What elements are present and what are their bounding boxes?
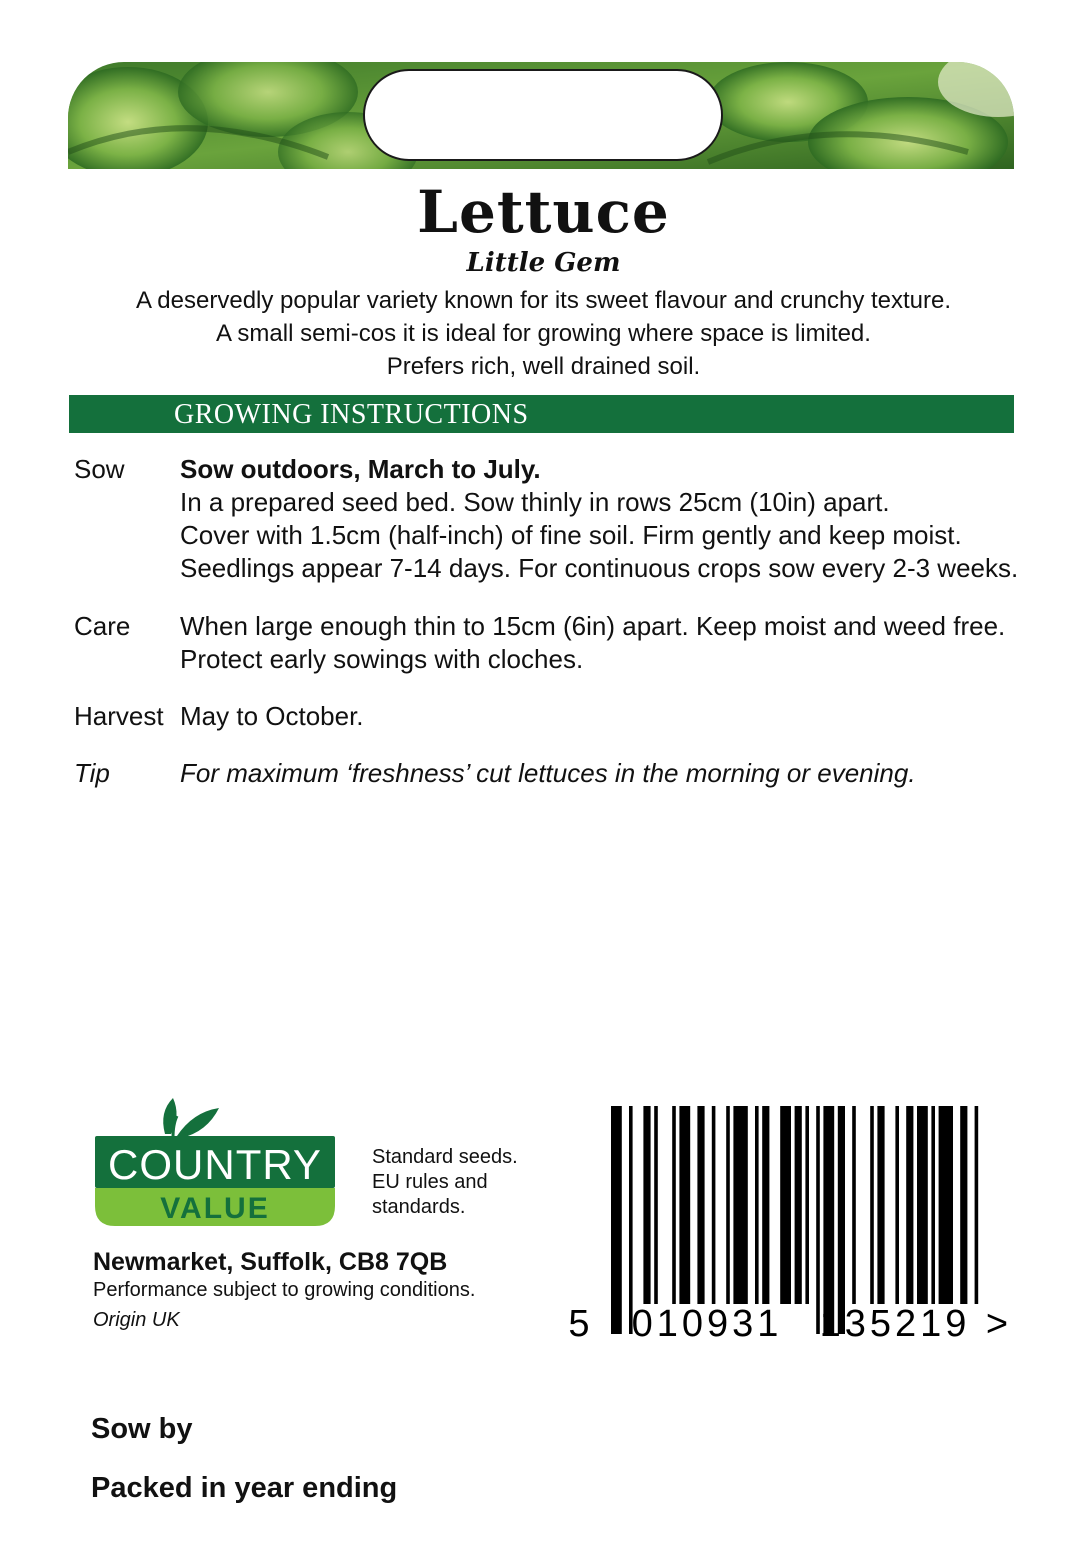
growing-instructions-header [69,395,1014,433]
leaf-icon [177,1108,219,1138]
care-line: When large enough thin to 15cm (6in) apart. Keep moist and weed free. [180,611,1006,641]
barcode-bar [611,1106,622,1334]
barcode-bar [960,1106,967,1304]
barcode-bar [895,1106,899,1304]
sow-line: In a prepared seed bed. Sow thinly in rows 25cm (10in) apart. [180,487,890,517]
barcode-bar [697,1106,704,1304]
product-variety: Little Gem [466,248,621,278]
logo-country-text: COUNTRY [108,1141,322,1188]
care-text [180,610,1005,676]
sow-label: Sow [74,454,125,484]
barcode-first-digit: 5 [568,1303,590,1345]
care-line: Protect early sowings with cloches. [180,644,584,674]
barcode-bar [795,1106,802,1304]
standards-note [372,1145,518,1220]
hang-hole [364,70,722,160]
barcode [565,1106,1010,1346]
harvest-text: May to October. [180,701,364,731]
barcode-bar [852,1106,856,1304]
performance-note: Performance subject to growing conditions. [93,1279,476,1301]
description-line: Prefers rich, well drained soil. [386,353,701,380]
care-label: Care [74,611,131,641]
tip-text: For maximum ‘freshness’ cut lettuces in the morning or evening. [180,758,916,788]
barcode-bar [629,1106,633,1334]
barcode-bar [816,1106,820,1334]
description-line: A deservedly popular variety known for its sweet flavour and crunchy texture. [135,287,952,314]
barcode-bar [975,1106,979,1304]
barcode-bar [805,1106,809,1304]
barcode-bar [712,1106,716,1304]
description-line: A small semi-cos it is ideal for growing where space is limited. [216,320,871,347]
barcode-bar [780,1106,791,1304]
section-title: GROWING INSTRUCTIONS [174,399,529,430]
barcode-bar [762,1106,769,1304]
barcode-bar [870,1106,874,1304]
barcode-bar [672,1106,676,1304]
sow-line: Seedlings appear 7-14 days. For continuous crops sow every 2-3 weeks. [180,553,1019,583]
barcode-bar [643,1106,650,1304]
barcode-end-marker: > [985,1303,1009,1345]
logo-value-text: VALUE [160,1192,270,1225]
company-address: Newmarket, Suffolk, CB8 7QB [93,1248,448,1276]
standards-line: EU rules and [372,1171,488,1193]
barcode-bar [906,1106,913,1304]
standards-line: Standard seeds. [372,1146,518,1168]
barcode-image [565,1106,1010,1346]
barcode-bar [877,1106,884,1304]
sow-line: Cover with 1.5cm (half-inch) of fine soil. Firm gently and keep moist. [180,520,962,550]
barcode-bar [917,1106,928,1304]
packed-year-label: Packed in year ending [91,1472,398,1504]
product-title: Lettuce [417,178,670,246]
barcode-bar [726,1106,730,1304]
origin-note: Origin UK [93,1309,180,1331]
barcode-bar [838,1106,845,1334]
tip-label: Tip [74,758,110,788]
country-value-logo [93,1094,337,1227]
sow-text [180,453,1018,585]
harvest-label: Harvest [74,701,164,731]
lettuce-leaves-image [68,62,1014,169]
barcode-bar [679,1106,690,1304]
lettuce-photo-banner [68,62,1014,169]
sow-by-label: Sow by [91,1413,193,1445]
barcode-bar [939,1106,953,1304]
product-description [0,284,1087,383]
barcode-left-digits: 010931 [631,1303,783,1345]
barcode-bar [733,1106,747,1304]
barcode-bar [823,1106,834,1334]
barcode-bar [931,1106,935,1304]
sow-headline: Sow outdoors, March to July. [180,454,541,484]
barcode-right-digits: 135219 [819,1303,971,1345]
barcode-bar [755,1106,759,1304]
barcode-bar [654,1106,658,1304]
standards-line: standards. [372,1196,466,1218]
